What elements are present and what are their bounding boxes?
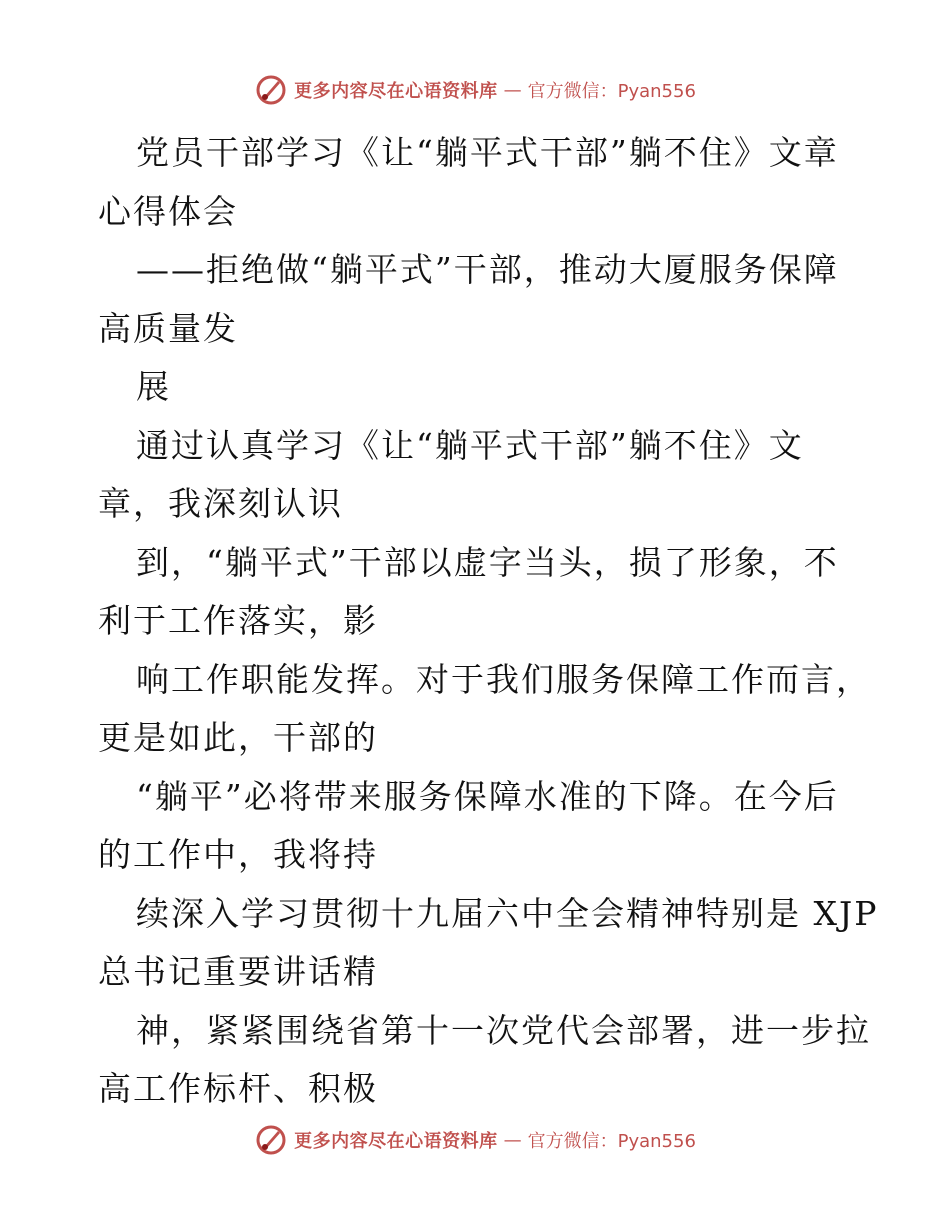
text-line: 总书记重要讲话精 [98, 952, 378, 991]
document-body [98, 124, 879, 1119]
watermark-dash: — [503, 79, 522, 101]
watermark-wechat: 官方微信：Pyan556 [527, 1131, 696, 1152]
text-line: “躺平”必将带来服务保障水准的下降。在今后 [136, 776, 839, 816]
text-line: 到，“躺平式”干部以虚字当头，损了形象，不 [136, 542, 839, 582]
text-line: 心得体会 [98, 191, 238, 231]
text-line: 的工作中，我将持 [98, 835, 378, 874]
text-line: 高工作标杆、积极 [98, 1069, 378, 1108]
footer-watermark [0, 1120, 950, 1160]
text-line: 续深入学习贯彻十九届六中全会精神特别是 XJP [136, 893, 879, 933]
text-line: 章，我深刻认识 [98, 484, 343, 523]
header-watermark [0, 70, 950, 110]
text-line: 党员干部学习《让“躺平式干部”躺不住》文章 [136, 133, 839, 172]
text-line: 响工作职能发挥。对于我们服务保障工作而言， [136, 659, 871, 699]
watermark-slogan: 更多内容尽在心语资料库 [294, 1131, 498, 1152]
quill-logo-icon [254, 1123, 288, 1157]
text-line: 高质量发 [98, 308, 238, 348]
text-line: 神，紧紧围绕省第十一次党代会部署，进一步拉 [136, 1010, 871, 1050]
text-line: ——拒绝做“躺平式”干部，推动大厦服务保障 [136, 250, 839, 289]
text-line: 利于工作落实，影 [98, 601, 378, 640]
quill-logo-icon [254, 73, 288, 107]
text-line: 通过认真学习《让“躺平式干部”躺不住》文 [136, 425, 804, 465]
watermark-dash: — [503, 1129, 522, 1151]
text-line: 展 [136, 367, 171, 406]
watermark-slogan: 更多内容尽在心语资料库 [294, 81, 498, 102]
watermark-wechat: 官方微信：Pyan556 [527, 81, 696, 102]
text-line: 更是如此，干部的 [98, 718, 378, 757]
